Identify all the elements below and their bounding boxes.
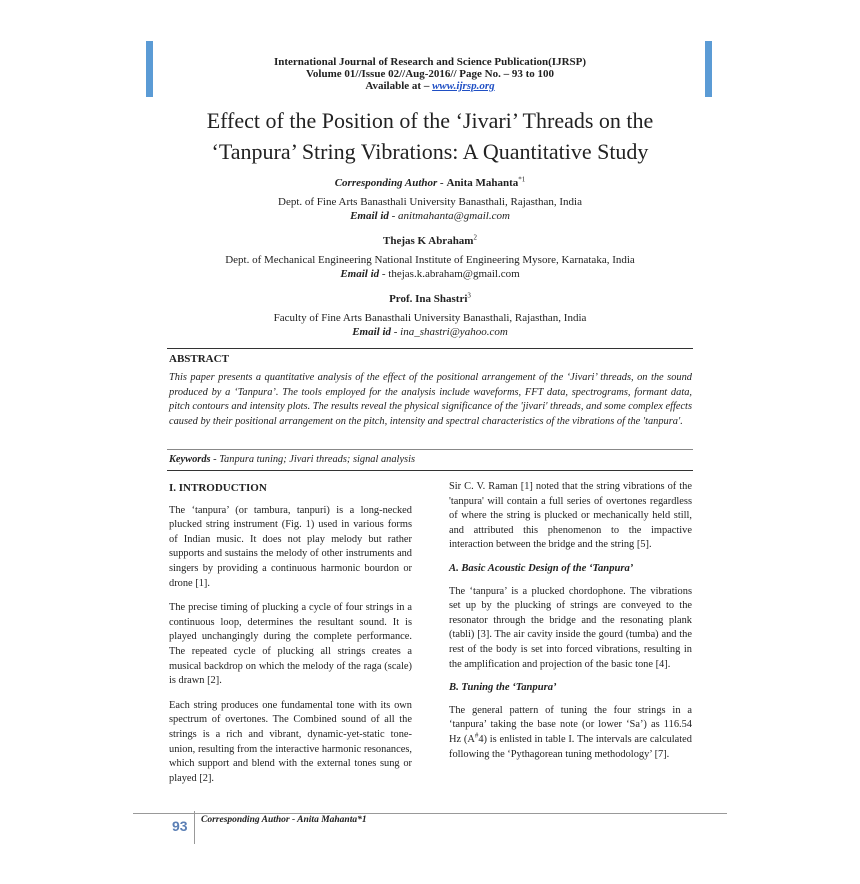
intro-paragraph-2: The precise timing of plucking a cycle of four strings in a continuous loop, determines the resultant sound. It is played unchangingly during the complete performance. The repeated cycle of plucking all strings creates a musical backdrop on which the melody of the raga (scale) is drawn [2]. [169,602,412,687]
author-1-email-label: Email id [350,210,389,222]
author-2-name: Thejas K Abraham [383,235,474,247]
subsection-a-heading: A. Basic Acoustic Design of the ‘Tanpura’ [449,562,634,574]
availability-prefix: Available at – [365,80,433,92]
author-1-role: Corresponding Author - [334,177,447,189]
right-column [449,480,692,762]
abstract-text: This paper presents a quantitative analysis of the effect of the positional arrangement of the ‘Jivari’ threads, on the sound produced by a ‘Tanpura’. The tools employed for the analysis include waveforms, FFT data, spectrograms, formant data, pitch contours and intensity plots. The results reveal the physical significance of the 'jivari' threads, and some complex effects caused by their positional arrangement on the pitch, intensity and spectral characteristics of the vibrations of the 'tanpura'. [169,372,692,427]
paper-title-line-2: ‘Tanpura’ String Vibrations: A Quantitative Study [211,139,649,164]
header-accent-bar-left [146,41,153,97]
author-1-dept: Dept. of Fine Arts Banasthali University Banasthali, Rajasthan, India [278,196,582,208]
journal-name: International Journal of Research and Science Publication(IJRSP) [273,56,587,68]
paper-title-line-1: Effect of the Position of the ‘Jivari’ Threads on the [206,108,654,133]
author-3-name: Prof. Ina Shastri [389,293,468,305]
author-2-email[interactable]: - thejas.k.abraham@gmail.com [379,268,520,280]
author-1-email[interactable]: - anitmahanta@gmail.com [388,210,510,222]
intro-paragraph-3: Each string produces one fundamental tone with its own spectrum of overtones. The Combined sound of all the strings is a rich and vibrant, dynamic-yet-static tone-union, resulting from the interactive harmonic resonances, which support and blend with the external tones sung or played [2]. [169,699,412,784]
footer-author: Corresponding Author - Anita Mahanta*1 [201,815,367,825]
header-accent-bar-right [705,41,712,97]
author-3-email-line [160,326,700,339]
sharp-superscript: # [474,731,479,740]
right-paragraph-2: The ‘tanpura’ is a plucked chordophone. The vibrations set up by the plucking of strings are conveyed to the resonator through the bridge and the resonating plank (tabli) [3]. The air cavity inside the gourd (tumba) and the rest of the body is set into forced vibrations, resulting in the amplification and projection of the basic tone [4]. [449,585,692,670]
right-paragraph-1: Sir C. V. Raman [1] noted that the string vibrations of the 'tanpura' will contain a full series of overtones regardless of where the string is plucked or mechanically held still, and attributed this phenomenon to the impactive interaction between the bridge and the string [5]. [449,481,692,551]
introduction-heading: I. INTRODUCTION [169,482,267,494]
keywords-text: - Tanpura tuning; Jivari threads; signal analysis [210,454,416,465]
journal-availability [160,80,700,92]
right-paragraph-3a: The general pattern of tuning the four strings in a ‘tanpura’ taking the base note (or lower ‘Sa’) as 116.54 Hz (A [449,704,692,745]
author-3-email-label: Email id [352,326,392,338]
journal-volume: Volume 01//Issue 02//Aug-2016// Page No. – 93 to 100 [305,68,554,80]
keywords-top-rule [167,449,693,450]
paper-title [150,105,710,167]
footer-rule [133,813,727,814]
author-2-sup: 2 [473,233,477,242]
right-paragraph-3 [449,704,692,762]
author-3-dept: Faculty of Fine Arts Banasthali University Banasthali, Rajasthan, India [273,312,587,324]
author-1-name-line [160,177,700,190]
page-number: 93 [172,818,188,834]
abstract-heading: ABSTRACT [169,353,229,365]
author-2-email-label: Email id [340,268,380,280]
author-1-sup: *1 [518,175,526,184]
journal-link[interactable]: www.ijrsp.org [432,80,495,92]
keywords-label: Keywords [169,454,211,465]
author-3-sup: 3 [467,291,471,300]
abstract-top-rule [167,348,693,349]
author-1-name: Anita Mahanta [446,177,519,189]
left-column [169,481,412,786]
author-2-name-line [160,235,700,248]
author-3-email[interactable]: - ina_shastri@yahoo.com [391,326,508,338]
intro-paragraph-1: The ‘tanpura’ (or tambura, tanpuri) is a long-necked plucked string instrument (Fig. 1) used in various forms of Indian music. It does not play melody but rather supports and sustains the melody of other instruments and singers by providing a continuous harmonic bourdon or drone [1]. [169,504,412,589]
keywords-line [169,454,415,465]
footer-divider [194,811,195,844]
author-2-dept: Dept. of Mechanical Engineering National Institute of Engineering Mysore, Karnataka, India [225,254,635,266]
subsection-b-heading: B. Tuning the ‘Tanpura’ [449,682,557,694]
keywords-bottom-rule [167,470,693,471]
author-1-email-line [160,210,700,223]
right-paragraph-3b: 4) is enlisted in table I. The intervals are calculated following the ‘Pythagorean tuning methodology’ [7]. [449,733,692,760]
author-3-name-line [160,293,700,306]
author-2-email-line [160,268,700,281]
